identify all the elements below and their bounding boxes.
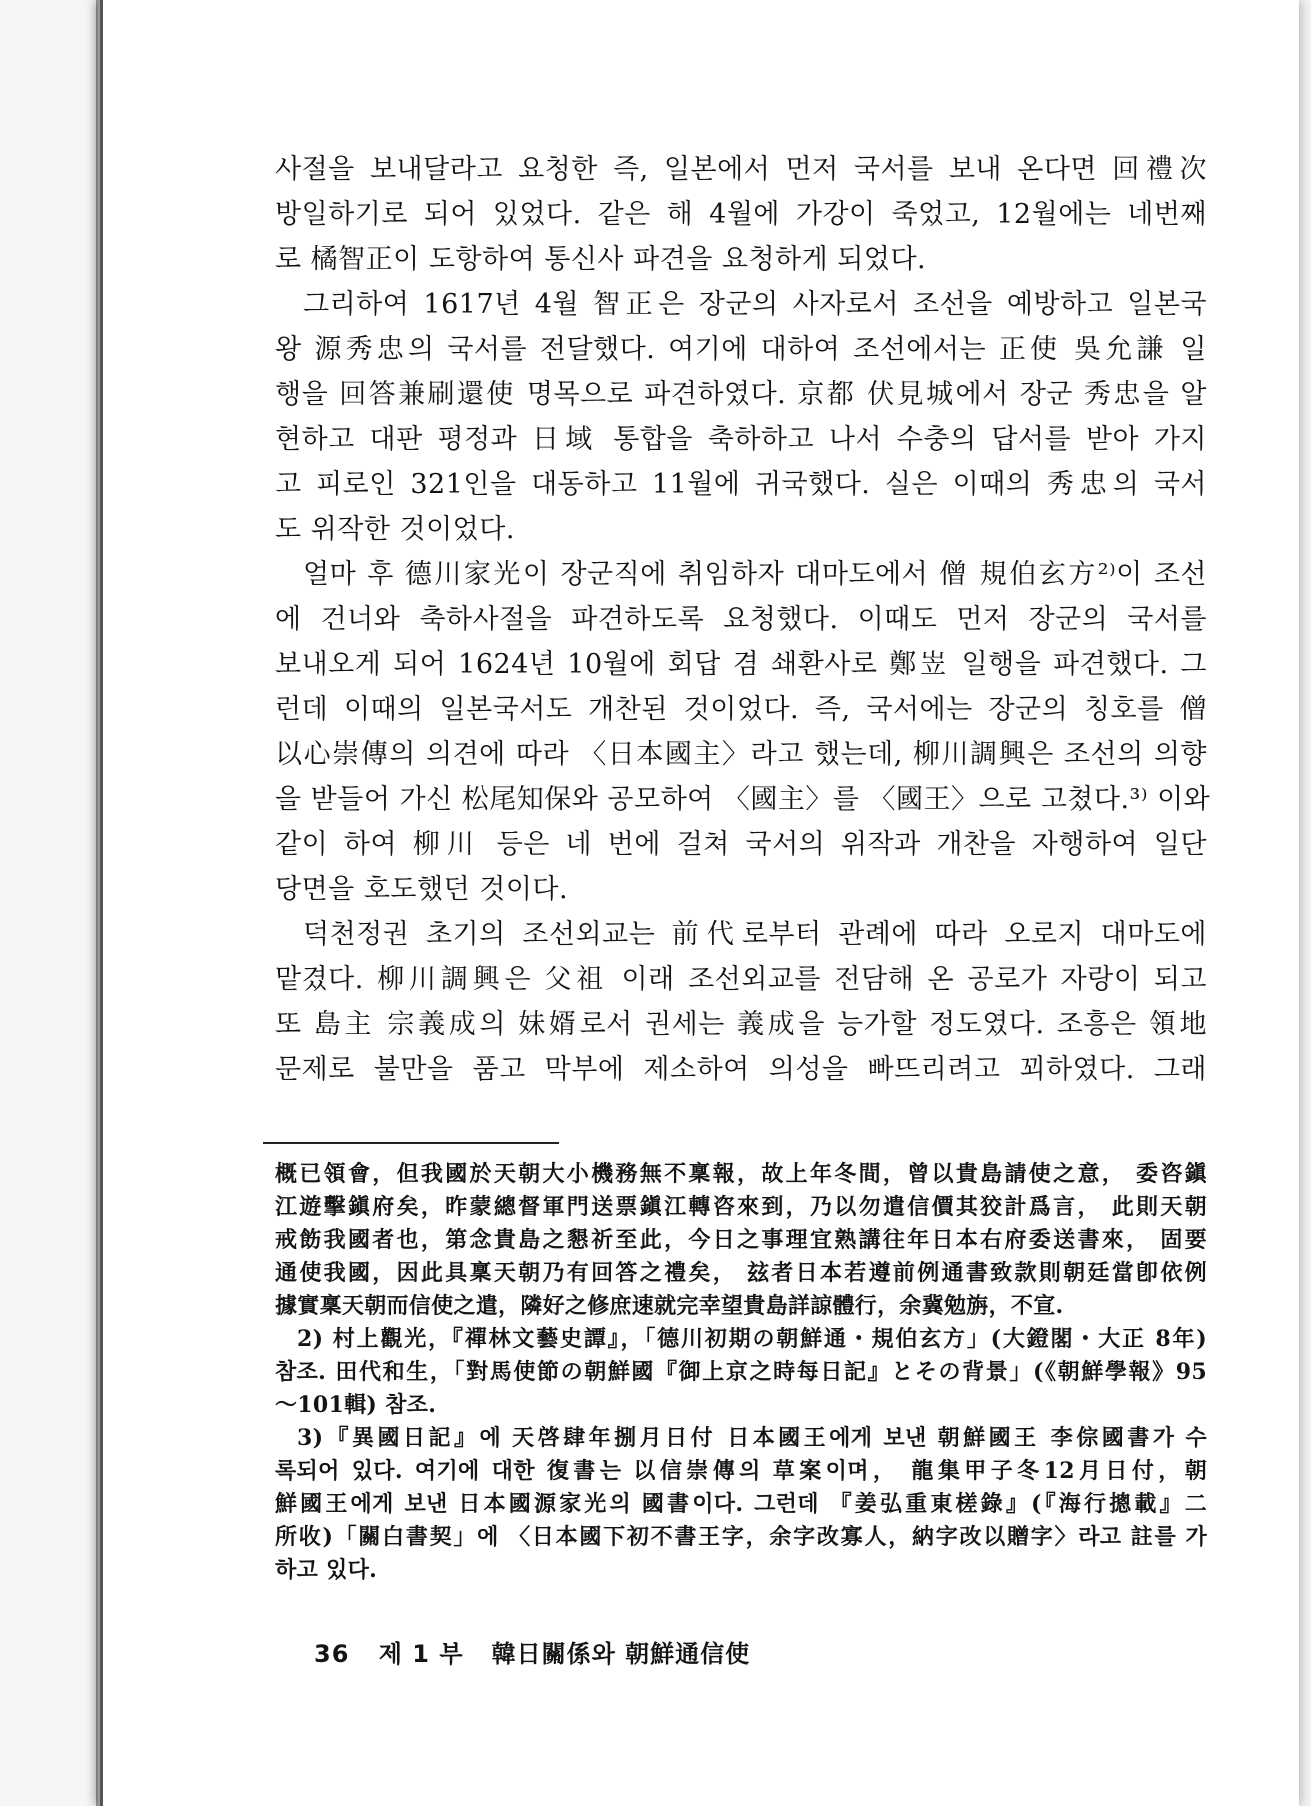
body-line: 을 받들어 가신 松尾知保와 공모하여 〈國主〉를 〈國王〉으로 고쳤다.³⁾ 이와 xyxy=(275,784,1211,815)
page-number: 36 xyxy=(314,1640,350,1668)
body-text xyxy=(275,147,1211,1092)
footnote-line: 江遊擊鎭府矣，昨蒙總督軍門送票鎭江轉咨來到，乃以勿遣信價其狡計爲言， 此則天朝 xyxy=(275,1194,1207,1220)
footnote-line: 참조. 田代和生，「對馬使節の朝鮮國『御上京之時每日記』とその背景」(《朝鮮學報》95 xyxy=(275,1359,1207,1385)
body-line: 덕천정권 초기의 조선외교는 前代로부터 관례에 따라 오로지 대마도에 xyxy=(303,919,1207,950)
body-line: 현하고 대판 평정과 日域 통합을 축하하고 나서 수충의 답서를 받아 가지 xyxy=(275,424,1207,455)
footnote-line: 所收)「關白書契」에 〈日本國下初不書王字，余字改寡人，納字改以贈字〉라고 註를 가 xyxy=(275,1524,1207,1550)
footnotes xyxy=(275,1158,1207,1587)
body-line: 보내오게 되어 1624년 10월에 회답 겸 쇄환사로 鄭岦 일행을 파견했다. 그 xyxy=(275,649,1207,680)
body-line: 도 위작한 것이었다. xyxy=(275,514,515,545)
body-line: 또 島主 宗義成의 妹婿로서 권세는 義成을 능가할 정도였다. 조흥은 領地 xyxy=(275,1009,1207,1040)
footnote-line: 據實稟天朝而信使之遣，隣好之修庶速就完幸望貴島詳諒體行，余冀勉旃，不宣. xyxy=(275,1293,1064,1319)
footnote-line: 戒飭我國者也，第念貴島之懇祈至此，今日之事理宜熟講往年日本右府委送書來， 固要 xyxy=(275,1227,1207,1253)
part-label: 제 1 부 xyxy=(378,1640,464,1668)
body-line: 왕 源秀忠의 국서를 전달했다. 여기에 대하여 조선에서는 正使 吳允謙 일 xyxy=(275,334,1207,365)
footnote-line: 概已領會，但我國於天朝大小機務無不稟報，故上年冬間，曾以貴島請使之意， 委咨鎭 xyxy=(275,1161,1207,1187)
footnote-line: 通使我國，因此具稟天朝乃有回答之禮矣， 玆者日本若遵前例通書致款則朝廷當卽依例 xyxy=(275,1260,1207,1286)
body-line: 행을 回答兼刷還使 명목으로 파견하였다. 京都 伏見城에서 장군 秀忠을 알 xyxy=(275,379,1207,410)
body-line: 방일하기로 되어 있었다. 같은 해 4월에 가강이 죽었고, 12월에는 네번째 xyxy=(275,199,1207,230)
body-line: 以心崇傳의 의견에 따라 〈日本國主〉라고 했는데, 柳川調興은 조선의 의향 xyxy=(275,739,1207,770)
body-line: 맡겼다. 柳川調興은 父祖 이래 조선외교를 전담해 온 공로가 자랑이 되고 xyxy=(275,964,1207,995)
body-line: 같이 하여 柳川 등은 네 번에 걸쳐 국서의 위작과 개찬을 자행하여 일단 xyxy=(275,829,1207,860)
body-line: 런데 이때의 일본국서도 개찬된 것이었다. 즉, 국서에는 장군의 칭호를 僧 xyxy=(275,694,1207,725)
footnote-line: 鮮國王에게 보낸 日本國源家光의 國書이다. 그런데 『姜弘重東槎錄』(『海行摠載』二 xyxy=(275,1491,1207,1517)
body-line: 에 건너와 축하사절을 파견하도록 요청했다. 이때도 먼저 장군의 국서를 xyxy=(275,604,1207,635)
footnote-line: 하고 있다. xyxy=(275,1557,378,1583)
book-title: 韓日關係와 朝鮮通信使 xyxy=(491,1640,751,1668)
footnote-rule xyxy=(263,1142,559,1144)
footnote-2: 2) 村上觀光，『禪林文藝史譚』，「德川初期の朝鮮通・規伯玄方」(大鐙閣・大正 8年) xyxy=(297,1326,1207,1352)
body-line: 문제로 불만을 품고 막부에 제소하여 의성을 빠뜨리려고 꾀하였다. 그래 xyxy=(275,1054,1207,1085)
footnote-line: ～101輯) 참조. xyxy=(275,1392,437,1418)
running-footer xyxy=(314,1634,750,1669)
body-line: 사절을 보내달라고 요청한 즉, 일본에서 먼저 국서를 보내 온다면 回禮次 xyxy=(275,154,1207,185)
body-line: 그리하여 1617년 4월 智正은 장군의 사자로서 조선을 예방하고 일본국 xyxy=(303,289,1207,320)
body-line: 로 橘智正이 도항하여 통신사 파견을 요청하게 되었다. xyxy=(275,244,927,275)
footnote-3: 3)『異國日記』에 天啓肆年捌月日付 日本國王에게 보낸 朝鮮國王 李倧國書가 수 xyxy=(297,1425,1207,1451)
footnote-line: 록되어 있다. 여기에 대한 復書는 以信崇傳의 草案이며， 龍集甲子冬12月日付，朝 xyxy=(275,1458,1207,1484)
body-line: 고 피로인 321인을 대동하고 11월에 귀국했다. 실은 이때의 秀忠의 국서 xyxy=(275,469,1207,500)
body-line: 얼마 후 德川家光이 장군직에 취임하자 대마도에서 僧 規伯玄方²⁾이 조선 xyxy=(303,559,1207,590)
body-line: 당면을 호도했던 것이다. xyxy=(275,874,569,905)
